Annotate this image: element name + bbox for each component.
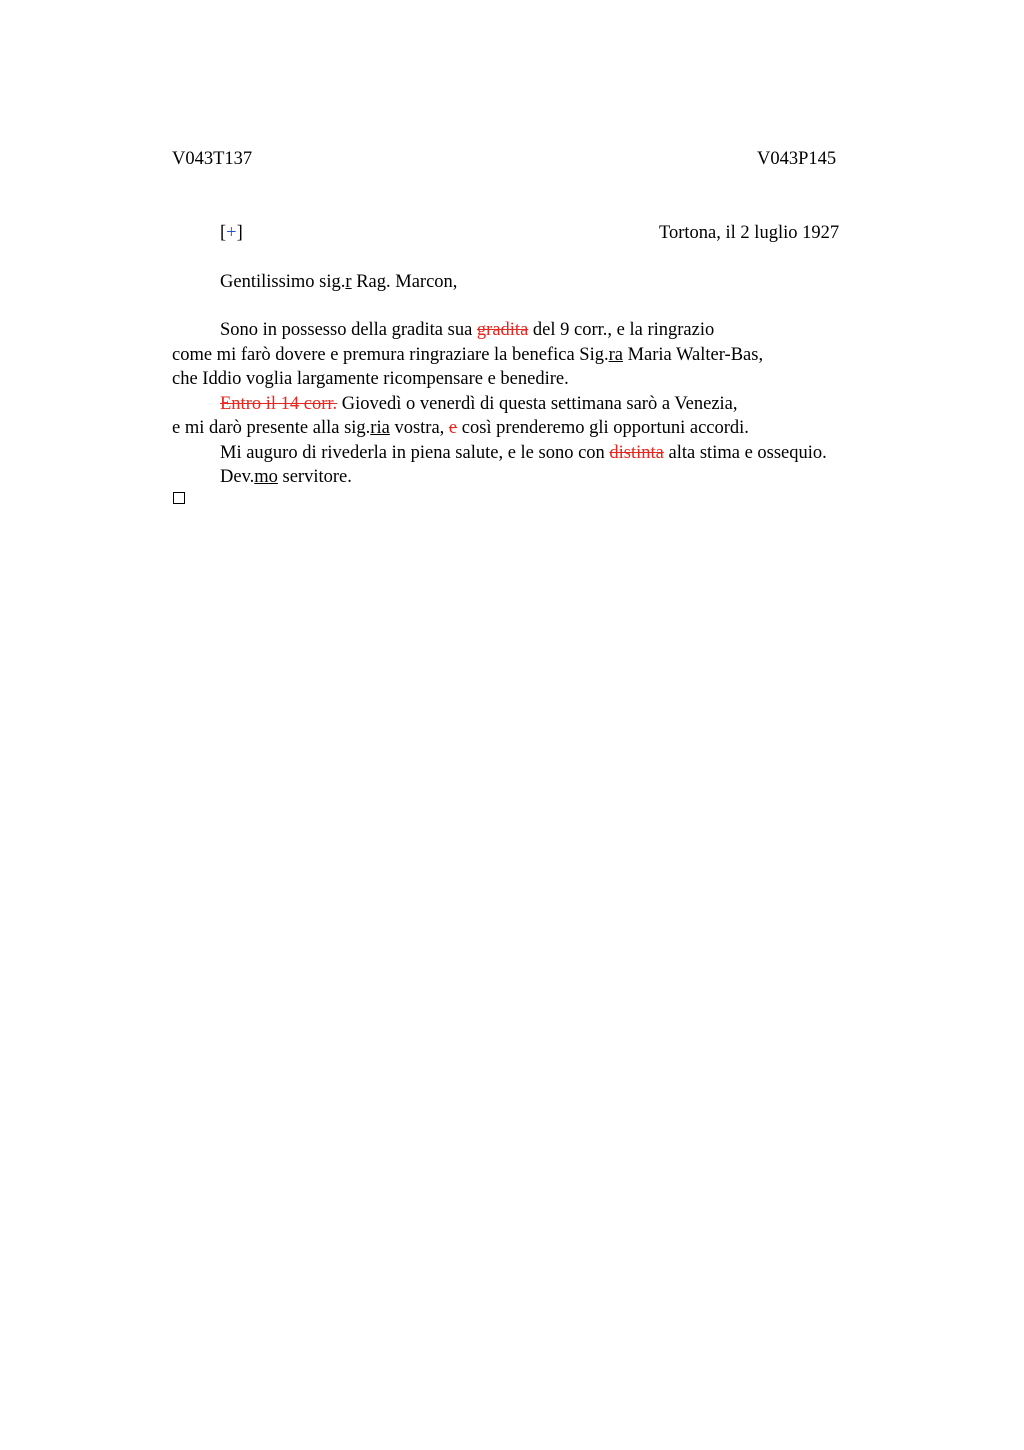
deleted-text: gradita (476, 320, 529, 340)
letter-line-p1-l1 (220, 319, 714, 341)
bracket-open: [ (220, 223, 227, 243)
end-mark-box (173, 492, 185, 504)
abbreviation-suffix: mo (254, 467, 278, 487)
letter-line-p1-l3 (172, 368, 569, 390)
plus-mark: + (226, 223, 237, 243)
letter-line-p2-l1 (220, 393, 738, 415)
text-segment: e mi darò presente alla sig. (172, 418, 371, 438)
salutation (220, 271, 457, 293)
bracket-close: ] (236, 223, 243, 243)
text-segment: come mi farò dovere e premura ringraziare la benefica Sig. (172, 345, 609, 365)
letter-line-closing (220, 466, 352, 488)
text-segment: Dev. (220, 467, 255, 487)
text-segment: Mi auguro di rivederla in piena salute, e le sono con (220, 443, 610, 463)
text-segment: Maria Walter-Bas, (622, 345, 764, 365)
abbreviation-suffix: ra (608, 345, 623, 365)
salutation-before: Gentilissimo sig. (220, 272, 346, 292)
text-segment: Sono in possesso della gradita sua (220, 320, 477, 340)
salutation-abbr: r (345, 272, 352, 292)
salutation-after: Rag. Marcon, (351, 272, 458, 292)
place-date: Tortona, il 2 luglio 1927 (659, 223, 840, 243)
text-segment: del 9 corr., e la ringrazio (528, 320, 715, 340)
letter-line-p3-l1 (220, 442, 827, 464)
document-code-left: V043T137 (172, 149, 253, 169)
text-segment: Giovedì o venerdì di questa settimana sarò a Venezia, (337, 394, 738, 414)
document-code-right: V043P145 (757, 149, 837, 169)
text-segment: servitore. (277, 467, 352, 487)
deleted-text: distinta (609, 443, 664, 463)
letter-line-p2-l2 (172, 417, 749, 439)
text-segment: vostra, (389, 418, 449, 438)
text-segment: così prenderemo gli opportuni accordi. (457, 418, 749, 438)
editorial-mark (220, 222, 243, 244)
abbreviation-suffix: ria (370, 418, 390, 438)
deleted-text: Entro il 14 corr. (220, 394, 338, 414)
letter-line-p1-l2 (172, 344, 763, 366)
text-segment: alta stima e ossequio. (663, 443, 827, 463)
deleted-text: e (448, 418, 458, 438)
text-segment: che Iddio voglia largamente ricompensare e benedire. (172, 369, 569, 389)
